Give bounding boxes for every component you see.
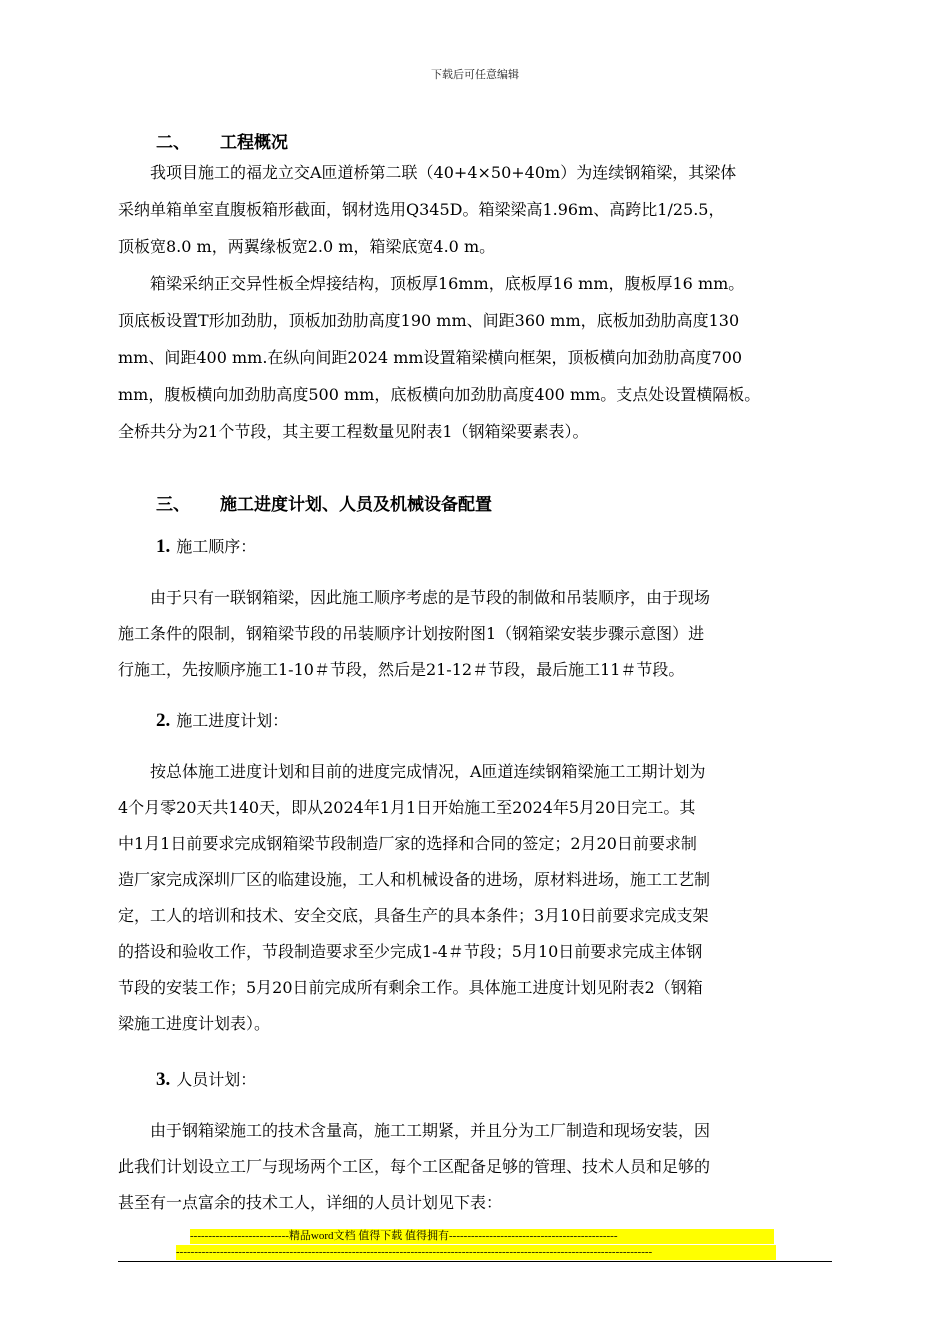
section-3-heading — [156, 490, 492, 515]
paragraph-line: 4个月零20天共140天，即从2024年1月1日开始施工至2024年5月20日完工。其 — [118, 798, 696, 817]
paragraph-line: 顶底板设置T形加劲肋，顶板加劲肋高度190 mm、间距360 mm，底板加劲肋高度130 — [118, 311, 740, 330]
paragraph-line: 行施工，先按顺序施工1-10＃节段，然后是21-12＃节段，最后施工11＃节段。 — [118, 660, 685, 679]
paragraph-line: 我项目施工的福龙立交A匝道桥第二联（40+4×50+40m）为连续钢箱梁，其梁体 — [118, 163, 737, 182]
section-2-heading — [156, 128, 288, 153]
section-2-paragraph-2 — [118, 265, 842, 450]
paragraph-line: 甚至有一点富余的技术工人，详细的人员计划见下表： — [118, 1193, 503, 1212]
paragraph-line: 按总体施工进度计划和目前的进度完成情况，A匝道连续钢箱梁施工工期计划为 — [118, 762, 706, 781]
paragraph-line: 由于钢箱梁施工的技术含量高，施工工期紧，并且分为工厂制造和现场安装，因 — [118, 1121, 711, 1140]
paragraph-line: 中1月1日前要求完成钢箱梁节段制造厂家的选择和合同的签定；2月20日前要求制 — [118, 834, 697, 853]
paragraph-line: 梁施工进度计划表）。 — [118, 1014, 271, 1033]
subsection-2-paragraph — [118, 754, 842, 1042]
subsection-2-number: 2. — [156, 710, 171, 731]
paragraph-line: 全桥共分为21个节段，其主要工程数量见附表1（钢箱梁要素表）。 — [118, 422, 589, 441]
subsection-1-paragraph — [118, 580, 842, 688]
paragraph-line: 顶板宽8.0 m，两翼缘板宽2.0 m，箱梁底宽4.0 m。 — [118, 237, 496, 256]
paragraph-line: 箱梁采纳正交异性板全焊接结构，顶板厚16mm，底板厚16 mm，腹板厚16 mm。 — [118, 274, 745, 293]
footer-banner-line-1: ---------------------------精品word文档 值得下载 值得拥有---------------------------------------------- — [190, 1229, 774, 1244]
footer-divider — [118, 1261, 832, 1262]
paragraph-line: mm，腹板横向加劲肋高度500 mm，底板横向加劲肋高度400 mm。支点处设置横隔板。 — [118, 385, 761, 404]
subsection-3-heading — [156, 1067, 256, 1091]
subsection-1-heading — [156, 534, 256, 558]
section-2-number: 二、 — [156, 133, 190, 153]
paragraph-line: 节段的安装工作；5月20日前完成所有剩余工作。具体施工进度计划见附表2（钢箱 — [118, 978, 703, 997]
section-3-title: 施工进度计划、人员及机械设备配置 — [220, 495, 492, 515]
subsection-2-label: 施工进度计划： — [176, 711, 289, 730]
subsection-1-label: 施工顺序： — [176, 537, 257, 556]
section-3-number: 三、 — [156, 495, 190, 515]
section-2-paragraph-1 — [118, 154, 842, 265]
subsection-3-label: 人员计划： — [176, 1070, 257, 1089]
paragraph-line: 的搭设和验收工作，节段制造要求至少完成1-4＃节段；5月10日前要求完成主体钢 — [118, 942, 703, 961]
subsection-1-number: 1. — [156, 536, 171, 557]
paragraph-line: 此我们计划设立工厂与现场两个工区，每个工区配备足够的管理、技术人员和足够的 — [118, 1157, 711, 1176]
paragraph-line: 定，工人的培训和技术、安全交底，具备生产的具本条件；3月10日前要求完成支架 — [118, 906, 709, 925]
subsection-3-paragraph — [118, 1113, 842, 1221]
paragraph-line: 施工条件的限制，钢箱梁节段的吊装顺序计划按附图1（钢箱梁安装步骤示意图）进 — [118, 624, 705, 643]
header-note: 下载后可任意编辑 — [431, 68, 519, 81]
subsection-3-number: 3. — [156, 1069, 171, 1090]
section-2-title: 工程概况 — [220, 133, 288, 153]
footer-banner-line-2: ---------------------------------------------------------------------------------------------------------------------------------- — [176, 1245, 776, 1260]
paragraph-line: 由于只有一联钢箱梁，因此施工顺序考虑的是节段的制做和吊装顺序，由于现场 — [118, 588, 711, 607]
paragraph-line: mm、间距400 mm.在纵向间距2024 mm设置箱梁横向框架，顶板横向加劲肋高度700 — [118, 348, 743, 367]
paragraph-line: 采纳单箱单室直腹板箱形截面，钢材选用Q345D。箱梁梁高1.96m、高跨比1/25.5， — [118, 200, 725, 219]
subsection-2-heading — [156, 708, 288, 732]
paragraph-line: 造厂家完成深圳厂区的临建设施，工人和机械设备的进场，原材料进场，施工工艺制 — [118, 870, 711, 889]
